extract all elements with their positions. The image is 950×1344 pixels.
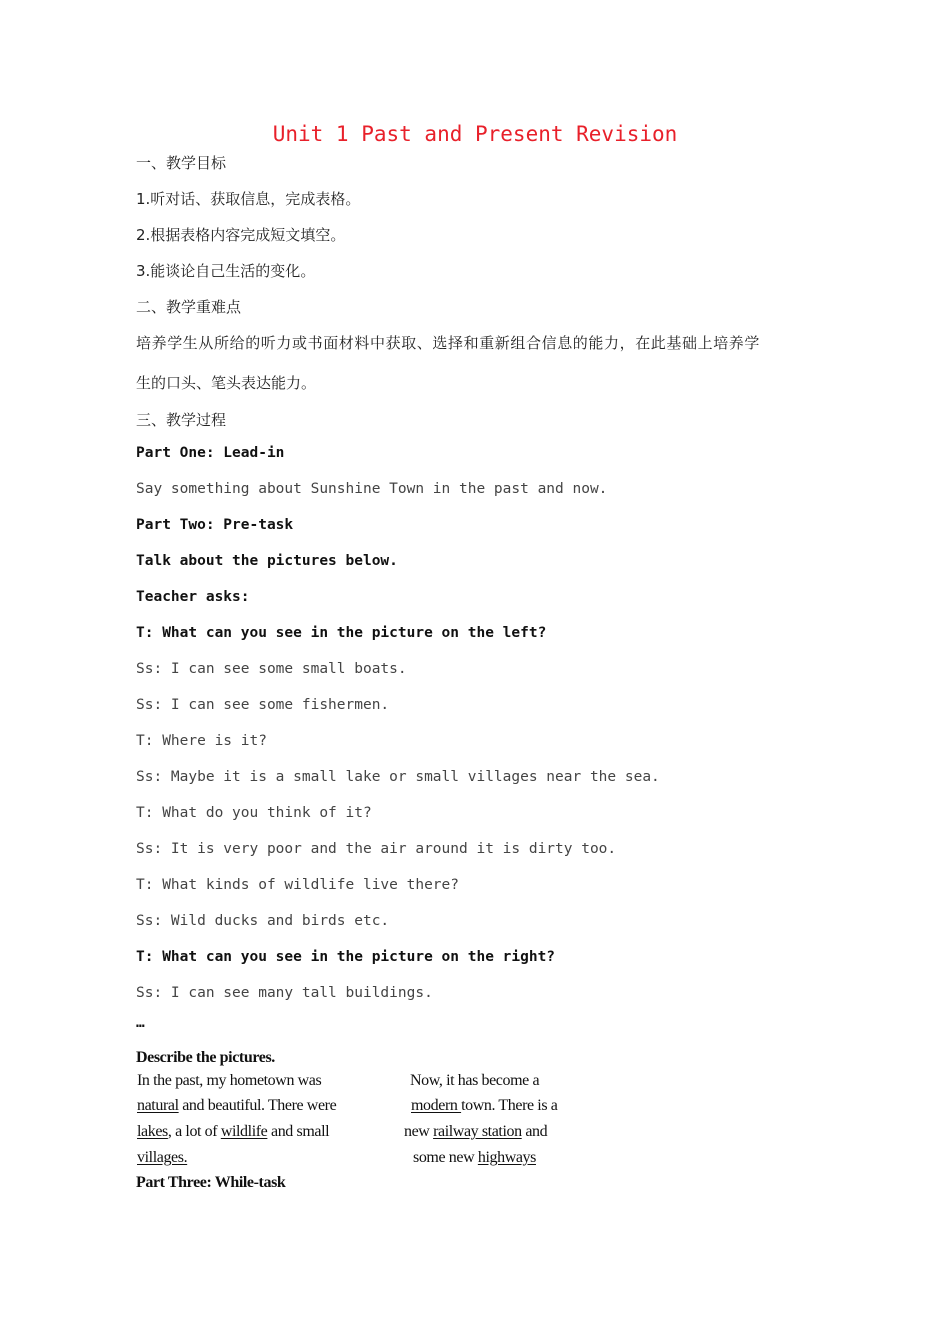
right-description-line-3: new railway station and [404, 1123, 548, 1140]
right-description-line-2: modern town. There is a [411, 1097, 558, 1114]
teacher-question-2: T: Where is it? [136, 733, 267, 749]
pre-task-instruction: Talk about the pictures below. [136, 553, 398, 569]
blank-answer: natural [137, 1097, 179, 1114]
part-one-heading: Part One: Lead-in [136, 445, 285, 461]
part-two-heading: Part Two: Pre-task [136, 517, 294, 533]
student-answer-2: Ss: I can see some fishermen. [136, 697, 390, 713]
blank-answer: villages. [137, 1149, 188, 1166]
student-answer-1: Ss: I can see some small boats. [136, 661, 407, 677]
key-points-paragraph-line-1: 培养学生从所给的听力或书面材料中获取、选择和重新组合信息的能力，在此基础上培养学 [136, 334, 761, 352]
blank-answer: railway station [433, 1123, 522, 1140]
lead-in-text: Say something about Sunshine Town in the past and now. [136, 481, 608, 497]
student-answer-3: Ss: Maybe it is a small lake or small villages near the sea. [136, 769, 660, 785]
section-heading-process: 三、教学过程 [136, 411, 227, 429]
page-title: Unit 1 Past and Present Revision [272, 122, 678, 146]
objective-2: 2.根据表格内容完成短文填空。 [136, 226, 346, 244]
blank-answer: wildlife [220, 1123, 268, 1140]
teacher-question-5: T: What can you see in the picture on the right? [136, 949, 556, 965]
part-three-heading: Part Three: While-task [136, 1174, 286, 1191]
left-description-line-4 [137, 1149, 187, 1167]
right-description-line-1: Now, it has become a [410, 1072, 540, 1089]
blank-answer: highways [477, 1149, 536, 1166]
teacher-asks-label: Teacher asks: [136, 589, 250, 605]
student-answer-6: Ss: I can see many tall buildings. [136, 985, 433, 1001]
teacher-question-3: T: What do you think of it? [136, 805, 372, 821]
section-heading-objectives: 一、教学目标 [136, 154, 227, 172]
left-description-line-2: natural and beautiful. There were [137, 1097, 337, 1114]
describe-heading: Describe the pictures. [136, 1049, 275, 1066]
right-description-line-4: some new highways [413, 1149, 536, 1166]
left-description-line-1: In the past, my hometown was [137, 1072, 322, 1089]
key-points-paragraph-line-2: 生的口头、笔头表达能力。 [136, 374, 317, 392]
objective-1: 1.听对话、获取信息，完成表格。 [136, 190, 361, 208]
blank-answer: modern [411, 1097, 462, 1114]
left-description-line-3: lakes, a lot of wildlife and small [137, 1123, 330, 1140]
blank-answer: lakes [137, 1123, 168, 1140]
objective-3: 3.能谈论自己生活的变化。 [136, 262, 316, 280]
student-answer-5: Ss: Wild ducks and birds etc. [136, 913, 390, 929]
teacher-question-1: T: What can you see in the picture on the left? [136, 625, 547, 641]
student-answer-4: Ss: It is very poor and the air around it is dirty too. [136, 841, 617, 857]
section-heading-key-points: 二、教学重难点 [136, 298, 242, 316]
ellipsis: … [136, 1015, 145, 1031]
teacher-question-4: T: What kinds of wildlife live there? [136, 877, 460, 893]
